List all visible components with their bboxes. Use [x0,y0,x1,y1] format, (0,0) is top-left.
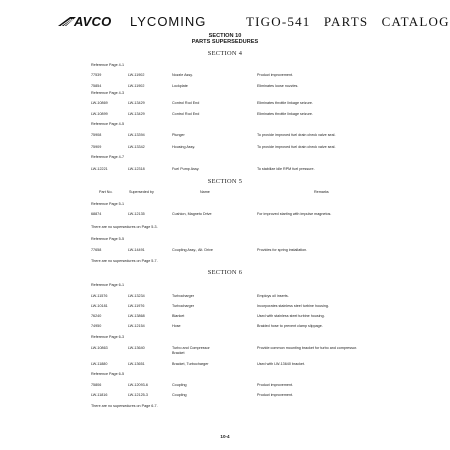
reference-label: Reference Page 4-1 [91,63,125,67]
remarks: Eliminates throttle linkage seizure. [257,112,313,116]
reference-label: Reference Page 6-3 [91,335,125,339]
catalog-title: TIGO-541 PARTS CATALOG [246,14,450,29]
part-name: Turbocharger [172,304,194,308]
part-number: LW-11816 [91,393,108,397]
reference-label: Reference Page 6-5 [91,372,125,376]
remarks: Eliminates throttle linkage seizure. [257,101,313,105]
part-number: 75806 [91,383,102,387]
superseded-by: LW-12093-6 [128,383,148,387]
part-name: Fuel Pump Assy. [172,167,200,171]
section-6-heading: SECTION 6 [207,269,243,276]
remarks: Eliminates loose nozzles. [257,84,299,88]
part-name: Control Rod End [172,112,200,116]
part-number: LW-10181 [91,304,108,308]
part-name: Turbocharger [172,294,194,298]
remarks: Used with LW-13640 bracket. [257,362,306,366]
superseded-by: LW-11902 [128,84,145,88]
part-name: Hose [172,324,181,328]
remarks: Product improvement. [257,73,294,77]
part-number: 68874 [91,212,102,216]
superseded-by: LW-13429 [128,112,145,116]
reference-label: Reference Page 4-5 [91,122,125,126]
part-name-line2: Bracket [172,351,185,355]
reference-label: Reference Page 6-1 [91,283,125,287]
superseded-by: LW-14491 [128,248,145,252]
part-number: 75854 [91,84,102,88]
part-number: LW-10869 [91,101,108,105]
part-name: Coupling [172,383,187,387]
part-name: Blanket [172,314,185,318]
part-number: 77539 [91,73,102,77]
avco-logo-text: AVCO [74,14,112,29]
part-number: 75909 [91,145,102,149]
part-name: Housing Assy. [172,145,196,149]
remarks: To provide improved fuel drain check valve seal. [257,145,336,149]
part-name: Nozzle Assy. [172,73,193,77]
part-number: 75908 [91,133,102,137]
part-number: 77658 [91,248,102,252]
part-name: Plunger [172,133,185,137]
remarks: To provide improved fuel drain check valve seal. [257,133,336,137]
section-number: SECTION 10 [208,33,242,39]
superseded-by: LW-11902 [128,73,145,77]
part-number: LW-10899 [91,112,108,116]
remarks: Employs oil inserts. [257,294,289,298]
superseded-by: LW-12135 [128,212,145,216]
part-name: Lockplate [172,84,188,88]
part-number: 76240 [91,314,102,318]
part-number: LW-10863 [91,346,108,350]
page-number: 10-4 [220,434,230,439]
section-5-heading: SECTION 5 [207,178,243,185]
lycoming-brand: LYCOMING [130,14,207,29]
part-name: Coupling Assy., Alt. Drive [172,248,213,252]
section-4-heading: SECTION 4 [207,50,243,57]
superseded-by: LW-12318 [128,167,145,171]
superseded-by: LW-13651 [128,362,145,366]
remarks: Provides for spring installation. [257,248,308,252]
superseded-by: LW-13394 [128,133,145,137]
superseded-by: LW-11976 [128,304,145,308]
reference-label: Reference Page 4-7 [91,155,125,159]
column-header-part-no: Part No. [99,190,113,194]
remarks: Product improvement. [257,383,294,387]
no-supersedures-note: There are no supersedures on Page 5-7. [91,259,158,263]
superseded-by: LW-13868 [128,314,145,318]
no-supersedures-note: There are no supersedures on Page 5-3. [91,225,158,229]
remarks: Braided hose to prevent clamp slippage. [257,324,323,328]
reference-label: Reference Page 5-1 [91,202,125,206]
part-number: LW-11880 [91,362,108,366]
no-supersedures-note: There are no supersedures on Page 6-7. [91,404,158,408]
column-header-name: Name [200,190,210,194]
column-header-superseded-by: Superseded by [129,190,154,194]
page-header [58,14,450,30]
reference-label: Reference Page 5-5 [91,237,125,241]
section-title: PARTS SUPERSEDURES [191,39,259,45]
part-number: LW-12221 [91,167,108,171]
superseded-by: LW-13429 [128,101,145,105]
part-name: Turbo and Compressor [172,346,210,350]
part-name: Bracket, Turbocharger [172,362,209,366]
part-number: LW-11576 [91,294,108,298]
column-header-remarks: Remarks [314,190,329,194]
part-name: Control Rod End [172,101,200,105]
superseded-by: LW-13640 [128,346,145,350]
remarks: Product improvement. [257,393,294,397]
remarks: Used with stainless steel turbine housing. [257,314,325,318]
remarks: For improved starting with impulse magnetos. [257,212,332,216]
superseded-by: LW-12154 [128,324,145,328]
remarks: Incorporates stainless steel turbine housing. [257,304,329,308]
part-number: 74950 [91,324,102,328]
remarks: To stabilize idle RPM fuel pressure. [257,167,315,171]
superseded-by: LW-13342 [128,145,145,149]
reference-label: Reference Page 4-3 [91,91,125,95]
part-name: Coupling [172,393,187,397]
superseded-by: LW-13234 [128,294,145,298]
part-name: Cushion, Magneto Drive [172,212,212,216]
remarks: Provide common mounting bracket for turbo and compressor. [257,346,358,350]
superseded-by: LW-12125-3 [128,393,148,397]
